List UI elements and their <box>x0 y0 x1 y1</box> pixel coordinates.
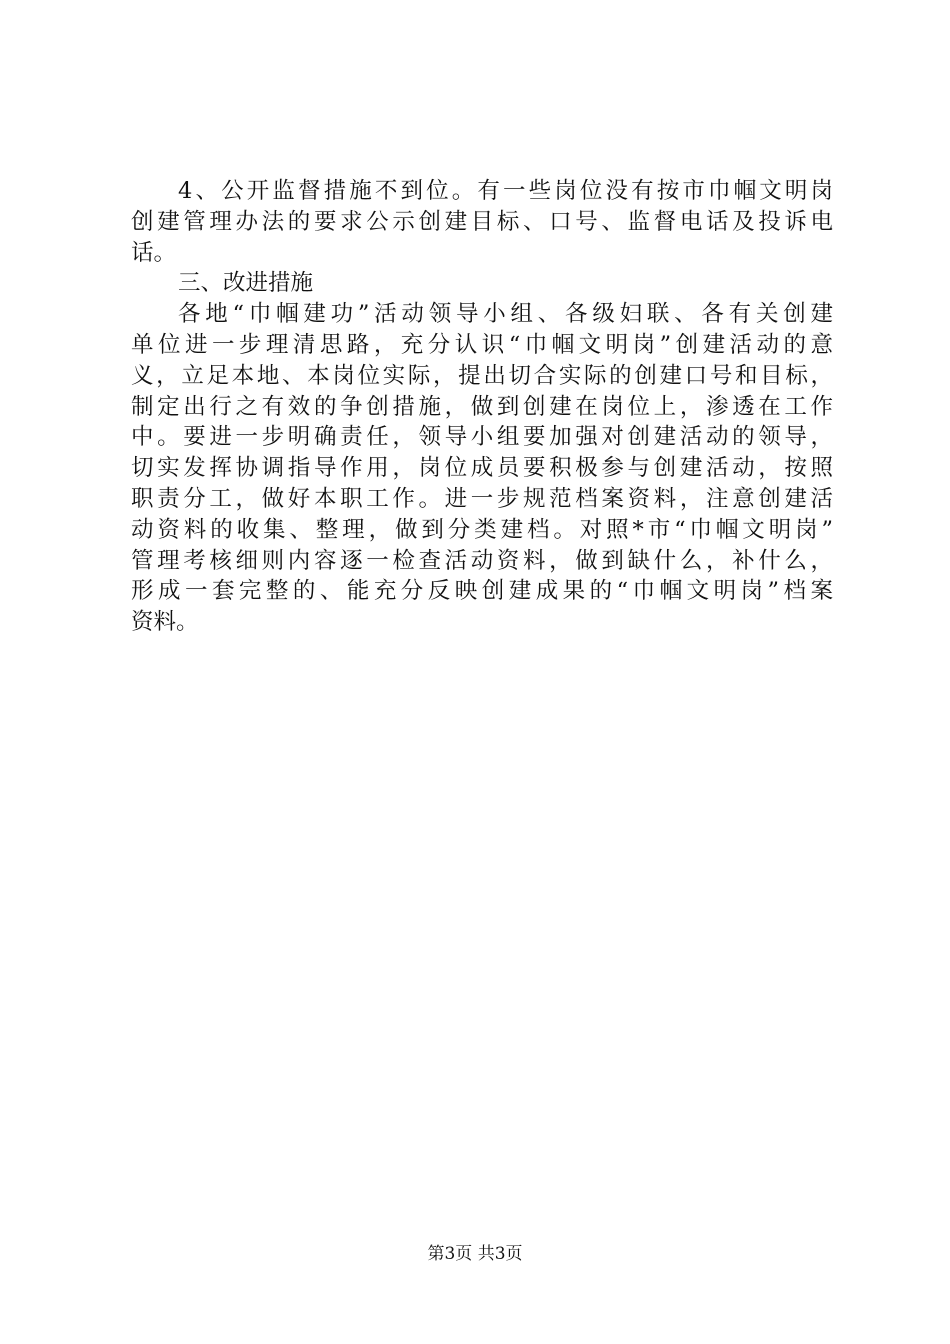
paragraph-line: 创建管理办法的要求公示创建目标、口号、监督电话及投诉电 <box>131 208 833 235</box>
paragraph-line: 职责分工，做好本职工作。进一步规范档案资料，注意创建活 <box>131 485 833 512</box>
paragraph-line: 中。要进一步明确责任，领导小组要加强对创建活动的领导， <box>131 424 833 451</box>
paragraph-line: 管理考核细则内容逐一检查活动资料，做到缺什么，补什么， <box>131 547 833 574</box>
paragraph-line: 动资料的收集、整理，做到分类建档。对照*市“巾帼文明岗” <box>131 516 833 543</box>
paragraph-line: 形成一套完整的、能充分反映创建成果的“巾帼文明岗”档案 <box>131 578 833 605</box>
section-heading: 三、改进措施 <box>178 270 314 297</box>
paragraph-line: 话。 <box>131 239 177 266</box>
paragraph-line: 4、公开监督措施不到位。有一些岗位没有按市巾帼文明岗 <box>178 178 833 204</box>
paragraph-line: 资料。 <box>131 609 199 636</box>
paragraph-line: 各地“巾帼建功”活动领导小组、各级妇联、各有关创建 <box>178 301 833 328</box>
paragraph-line: 单位进一步理清思路，充分认识“巾帼文明岗”创建活动的意 <box>131 331 833 358</box>
paragraph-line: 义，立足本地、本岗位实际，提出切合实际的创建口号和目标， <box>131 362 833 389</box>
paragraph-line: 切实发挥协调指导作用，岗位成员要积极参与创建活动，按照 <box>131 455 833 482</box>
page-number-footer: 第3页 共3页 <box>427 1244 523 1264</box>
document-body <box>131 176 833 638</box>
paragraph-line: 制定出行之有效的争创措施，做到创建在岗位上，渗透在工作 <box>131 393 833 420</box>
